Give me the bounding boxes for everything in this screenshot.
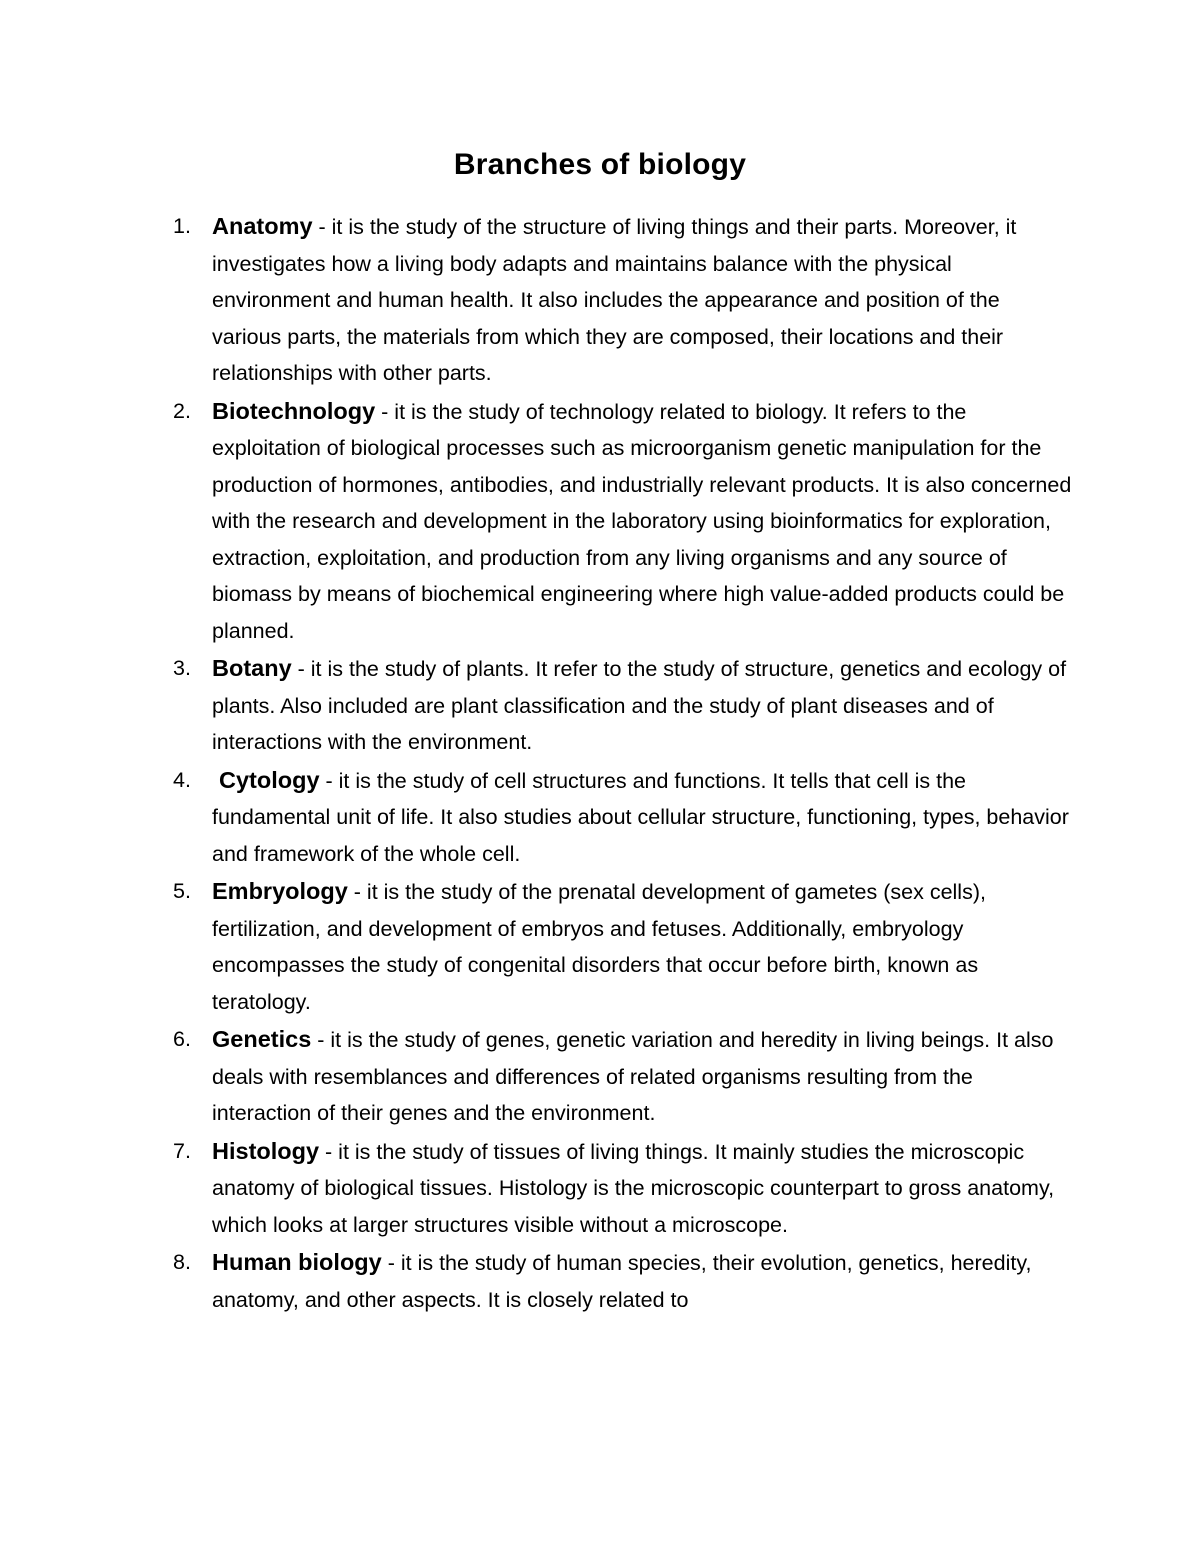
list-item	[0, 1244, 1072, 1318]
item-definition: - it is the study of cell structures and functions. It tells that cell is the fundamental unit of life. It also studies about cellular structure, functioning, types, behavior and framework of the whole cell.	[212, 768, 1069, 866]
list-item	[0, 873, 1072, 1020]
item-definition: - it is the study of plants. It refer to the study of structure, genetics and ecology of plants. Also included are plant classification and the study of plant diseases and of interactions with the environment.	[212, 657, 1067, 754]
item-term: Biotechnology	[212, 397, 376, 424]
document-title: Branches of biology	[453, 148, 747, 181]
list-item	[0, 208, 1072, 392]
list-item	[0, 1133, 1072, 1244]
item-term: Embryology	[212, 878, 348, 904]
item-term: Cytology	[219, 766, 320, 793]
item-term: Botany	[212, 655, 292, 681]
item-definition: - it is the study of the structure of living things and their parts. Moreover, it investigates how a living body adapts and maintains balance with the physical environment and human health. It also includes the appearance and position of the various parts, the materials from which they are composed, their locations and their relationships with other parts.	[212, 215, 1017, 385]
branch-list	[0, 208, 1200, 1319]
item-number: 7.	[173, 1138, 191, 1163]
list-item	[0, 393, 1072, 650]
list-item	[0, 1021, 1072, 1132]
item-term: Histology	[212, 1137, 320, 1164]
item-number: 3.	[173, 656, 191, 680]
list-item	[0, 650, 1072, 761]
item-number: 6.	[173, 1027, 191, 1051]
item-number: 8.	[173, 1250, 191, 1274]
item-term: Anatomy	[212, 213, 313, 239]
item-number: 4.	[173, 767, 191, 792]
item-definition: - it is the study of human species, their evolution, genetics, heredity, anatomy, and other aspects. It is closely related to	[212, 1251, 1032, 1312]
item-definition: - it is the study of the prenatal development of gametes (sex cells), fertilization, and development of embryos and fetuses. Additionally, embryology encompasses the study of congenital disorders that occur before birth, known as teratology.	[212, 880, 986, 1014]
item-number: 2.	[173, 398, 191, 423]
item-definition: - it is the study of genes, genetic variation and heredity in living beings. It also deals with resemblances and differences of related organisms resulting from the interaction of their genes and the environment.	[212, 1028, 1054, 1125]
item-definition: - it is the study of technology related to biology. It refers to the exploitation of biological processes such as microorganism genetic manipulation for the production of hormones, antibodies, and industrially relevant products. It is also concerned with the research and development in the laboratory using bioinformatics for exploration, extraction, exploitation, and production from any living organisms and any source of biomass by means of biochemical engineering where high value-added products could be planned.	[212, 399, 1072, 643]
item-number: 1.	[173, 214, 191, 238]
item-term: Genetics	[212, 1026, 312, 1052]
item-term: Human biology	[212, 1249, 382, 1275]
item-definition: - it is the study of tissues of living things. It mainly studies the microscopic anatomy of biological tissues. Histology is the microscopic counterpart to gross anatomy, which looks at larger structures visible without a microscope.	[212, 1139, 1055, 1237]
item-number: 5.	[173, 879, 191, 903]
list-item	[0, 762, 1072, 873]
